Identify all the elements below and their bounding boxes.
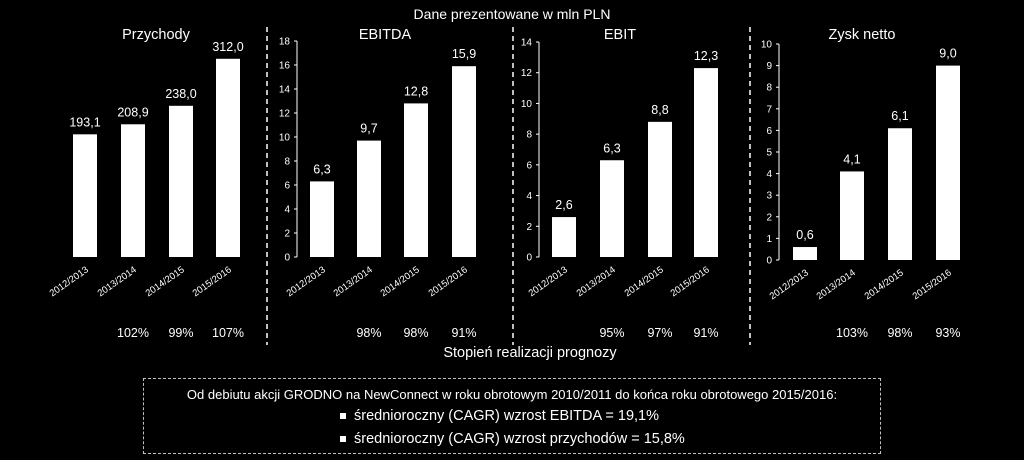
y-tick-label: 4	[284, 204, 290, 216]
realization-value: 98%	[356, 326, 382, 340]
y-tick-label: 6	[526, 160, 532, 172]
y-tick-label: 4	[766, 169, 772, 181]
bar	[600, 160, 624, 257]
y-tick-label: 4	[526, 191, 532, 203]
x-tick-label: 2015/2016	[668, 264, 712, 300]
realization-value: 99%	[168, 326, 194, 340]
y-tick-label: 14	[278, 84, 290, 96]
y-tick-label: 6	[284, 180, 290, 192]
data-label: 8,8	[651, 102, 669, 117]
data-label: 12,8	[403, 84, 429, 99]
realization-value: 91%	[693, 326, 719, 340]
y-tick-label: 10	[520, 98, 532, 110]
y-tick-label: 2	[526, 221, 532, 233]
bar	[404, 103, 428, 257]
bar	[936, 66, 960, 260]
data-label: 12,3	[693, 49, 719, 64]
y-tick-label: 18	[278, 36, 290, 48]
cagr-info-box	[143, 378, 881, 454]
bar	[216, 59, 240, 257]
bullet-square-icon	[340, 436, 346, 442]
data-label: 208,9	[117, 105, 149, 120]
bar	[452, 66, 476, 257]
bullet-square-icon	[340, 413, 346, 419]
x-tick-label: 2014/2015	[143, 264, 187, 300]
y-tick-label: 3	[766, 190, 772, 202]
bar	[310, 181, 334, 257]
y-tick-label: 8	[766, 82, 772, 94]
realization-label: Stopień realizacji prognozy	[443, 345, 617, 361]
y-tick-label: 2	[766, 212, 772, 224]
y-tick-label: 10	[760, 39, 772, 51]
bullet-text: średnioroczny (CAGR) wzrost przychodów = 15,8%	[354, 431, 685, 447]
y-tick-label: 7	[766, 104, 772, 116]
x-tick-label: 2013/2014	[574, 264, 618, 300]
bullet-revenue	[340, 431, 685, 447]
bar	[73, 134, 97, 257]
bar	[357, 141, 381, 257]
data-label: 6,1	[891, 109, 909, 124]
x-tick-label: 2015/2016	[426, 264, 470, 300]
x-tick-label: 2012/2013	[284, 264, 328, 300]
y-tick-label: 16	[278, 60, 290, 72]
data-label: 193,1	[69, 115, 101, 130]
realization-value: 97%	[647, 326, 673, 340]
chart-title: EBIT	[603, 27, 637, 43]
x-tick-label: 2012/2013	[767, 267, 811, 303]
page-title: Dane prezentowane w mln PLN	[413, 6, 611, 22]
info-intro: Od debiutu akcji GRODNO na NewConnect w roku obrotowym 2010/2011 do końca roku obrotowego 2015/2016:	[186, 387, 838, 402]
realization-value: 91%	[451, 326, 477, 340]
data-label: 312,0	[212, 39, 244, 54]
realization-value: 93%	[935, 326, 961, 340]
data-label: 15,9	[451, 47, 477, 62]
y-tick-label: 5	[766, 147, 772, 159]
y-tick-label: 12	[278, 108, 290, 120]
chart-title: Przychody	[122, 27, 190, 43]
x-tick-label: 2014/2015	[622, 264, 666, 300]
realization-value: 98%	[887, 326, 913, 340]
y-tick-label: 10	[278, 132, 290, 144]
realization-value: 103%	[836, 326, 868, 340]
y-tick-label: 1	[766, 233, 772, 245]
bar	[648, 122, 672, 257]
chart-title: EBITDA	[358, 27, 412, 43]
y-tick-label: 12	[520, 68, 532, 80]
bar	[840, 171, 864, 260]
y-tick-label: 0	[526, 252, 532, 264]
realization-value: 102%	[117, 326, 149, 340]
data-label: 6,3	[603, 141, 621, 156]
x-tick-label: 2015/2016	[190, 264, 234, 300]
y-tick-label: 8	[284, 156, 290, 168]
data-label: 2,6	[555, 198, 573, 213]
bar	[169, 106, 193, 257]
realization-value: 95%	[599, 326, 625, 340]
x-tick-label: 2014/2015	[862, 267, 906, 303]
data-label: 9,0	[939, 46, 957, 61]
data-label: 0,6	[796, 228, 814, 243]
chart-title: Zysk netto	[828, 27, 896, 43]
x-tick-label: 2013/2014	[331, 264, 375, 300]
x-tick-label: 2013/2014	[814, 267, 858, 303]
data-label: 6,3	[313, 162, 331, 177]
bar	[121, 124, 145, 257]
x-tick-label: 2012/2013	[47, 264, 91, 300]
bullet-text: średnioroczny (CAGR) wzrost EBITDA = 19,1%	[354, 408, 660, 424]
realization-value: 107%	[212, 326, 244, 340]
bullet-ebitda	[340, 408, 659, 424]
y-tick-label: 6	[766, 125, 772, 137]
x-tick-label: 2014/2015	[378, 264, 422, 300]
bar	[888, 128, 912, 260]
bar	[552, 217, 576, 257]
y-tick-label: 2	[284, 228, 290, 240]
y-tick-label: 0	[284, 252, 290, 264]
y-tick-label: 8	[526, 129, 532, 141]
x-tick-label: 2012/2013	[526, 264, 570, 300]
y-tick-label: 0	[766, 255, 772, 267]
x-tick-label: 2015/2016	[910, 267, 954, 303]
y-tick-label: 9	[766, 61, 772, 73]
realization-value: 98%	[403, 326, 429, 340]
data-label: 4,1	[843, 152, 861, 167]
y-tick-label: 14	[520, 37, 532, 49]
bar	[793, 247, 817, 260]
data-label: 238,0	[165, 86, 197, 101]
x-tick-label: 2013/2014	[95, 264, 139, 300]
data-label: 9,7	[360, 121, 378, 136]
bar	[694, 68, 718, 257]
